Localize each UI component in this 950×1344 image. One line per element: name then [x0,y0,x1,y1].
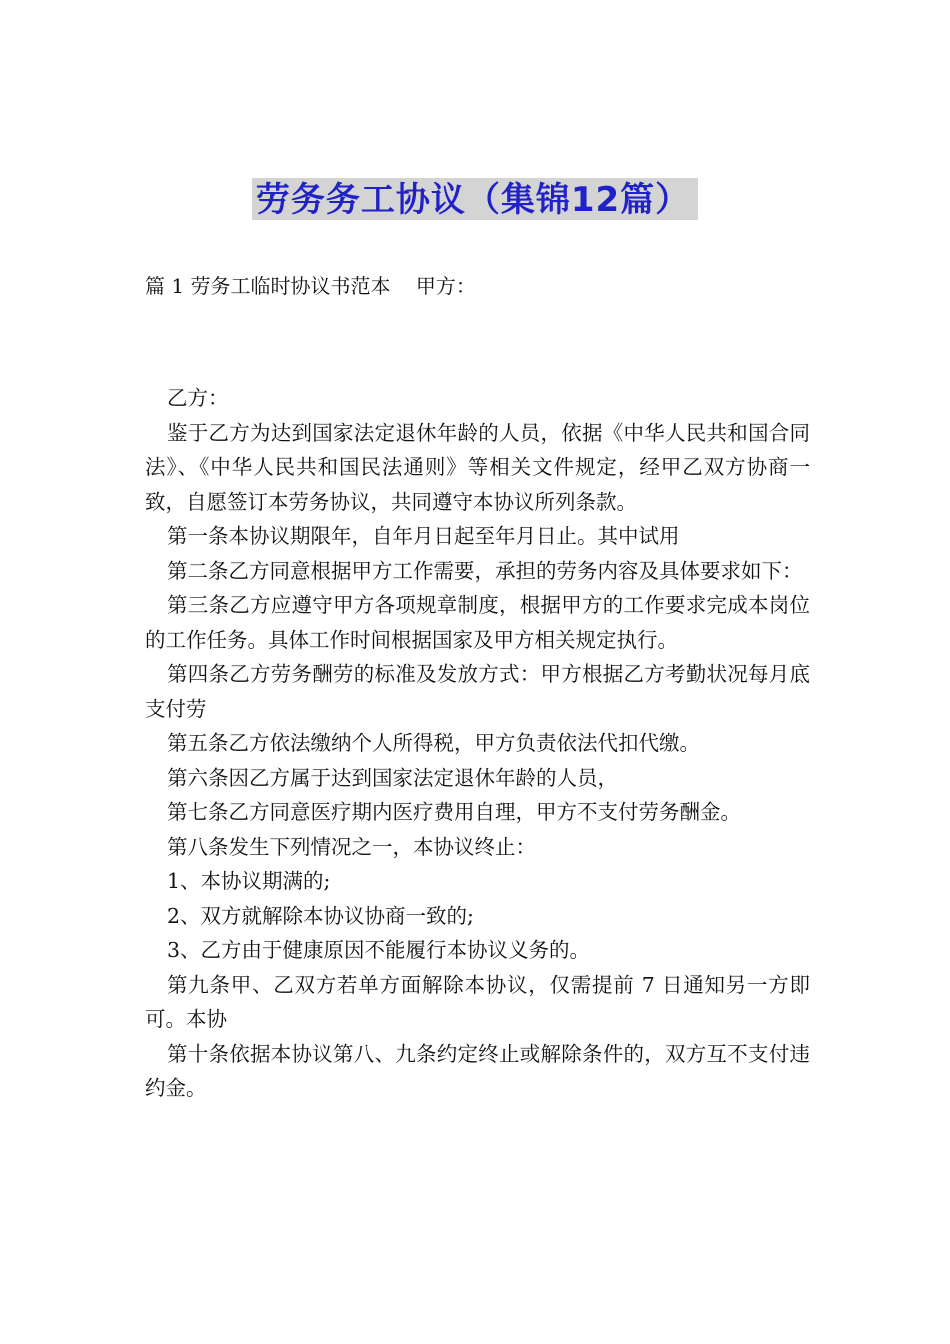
paragraph-article-5: 第五条乙方依法缴纳个人所得税，甲方负责依法代扣代缴。 [167,731,700,755]
document-body [145,381,810,1106]
paragraph-article-1: 第一条本协议期限年，自年月日起至年月日止。其中试用 [167,524,680,548]
paragraph-article-6: 第六条因乙方属于达到国家法定退休年龄的人员， [167,765,618,790]
paragraph-article-4: 第四条乙方劳务酬劳的标准及发放方式：甲方根据乙方考勤状况每月底支付劳 [145,662,810,721]
section-heading: 篇 1 劳务工临时协议书范本 甲方： [145,274,476,298]
title-container [0,178,950,220]
paragraph-preamble: 鉴于乙方为达到国家法定退休年龄的人员，依据《中华人民共和国合同法》、《中华人民共和国民法通则》等相关文件规定，经甲乙双方协商一致，自愿签订本劳务协议，共同遵守本协议所列条款。 [145,420,810,514]
paragraph-party-b: 乙方： [167,386,229,410]
paragraph-article-7: 第七条乙方同意医疗期内医疗费用自理，甲方不支付劳务酬金。 [167,800,741,824]
list-item-3: 3、乙方由于健康原因不能履行本协议义务的。 [167,938,591,962]
document-title: 劳务务工协议（集锦12篇） [252,178,698,220]
paragraph-article-3: 第三条乙方应遵守甲方各项规章制度，根据甲方的工作要求完成本岗位的工作任务。具体工作时间根据国家及甲方相关规定执行。 [145,593,810,652]
paragraph-article-8: 第八条发生下列情况之一，本协议终止： [167,834,536,859]
paragraph-article-9: 第九条甲、乙双方若单方面解除本协议，仅需提前 7 日通知另一方即可。本协 [145,972,810,1031]
list-item-2: 2、双方就解除本协议协商一致的; [167,903,474,928]
paragraph-article-10: 第十条依据本协议第八、九条约定终止或解除条件的，双方互不支付违约金。 [145,1041,810,1100]
paragraph-article-2: 第二条乙方同意根据甲方工作需要，承担的劳务内容及具体要求如下： [167,558,803,583]
list-item-1: 1、本协议期满的; [167,869,331,893]
